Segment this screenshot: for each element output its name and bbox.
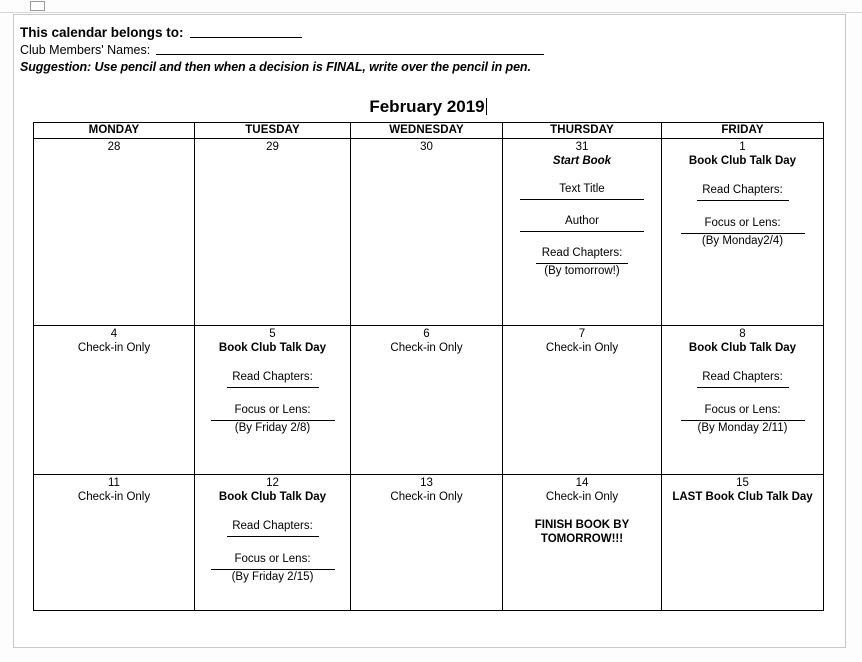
event-book-club-talk-day: Book Club Talk Day	[688, 155, 797, 167]
day-cell-15[interactable]	[662, 475, 824, 611]
due-note: (By Friday 2/15)	[231, 571, 314, 583]
day-header-thursday: THURSDAY	[503, 123, 662, 139]
spacer	[511, 168, 653, 182]
belongs-to-label: This calendar belongs to:	[20, 25, 184, 40]
calendar-table	[33, 122, 824, 611]
day-header-monday: MONDAY	[34, 123, 195, 139]
day-cell-31[interactable]	[503, 139, 662, 326]
document-header	[20, 24, 810, 74]
day-number: 30	[420, 141, 433, 153]
day-number: 14	[575, 477, 589, 489]
event-check-in-only: Check-in Only	[545, 342, 619, 354]
calendar-week-row	[34, 139, 824, 326]
day-cell-29[interactable]	[195, 139, 351, 326]
calendar-week-row	[34, 326, 824, 475]
spacer	[670, 388, 815, 403]
day-header-wednesday: WEDNESDAY	[351, 123, 503, 139]
due-note: (By Monday2/4)	[701, 235, 784, 247]
spacer	[511, 200, 653, 214]
day-number: 1	[739, 141, 746, 153]
due-note: (By Monday 2/11)	[697, 422, 788, 434]
day-cell-14[interactable]	[503, 475, 662, 611]
day-header-tuesday: TUESDAY	[195, 123, 351, 139]
event-book-club-talk-day: Book Club Talk Day	[218, 491, 327, 503]
spacer	[670, 201, 815, 216]
event-book-club-talk-day: Book Club Talk Day	[218, 342, 327, 354]
calendar-week-row	[34, 475, 824, 611]
field-label-focus-or-lens: Focus or Lens:	[704, 404, 781, 416]
day-number: 12	[266, 477, 279, 489]
day-cell-1[interactable]	[662, 139, 824, 326]
day-cell-8[interactable]	[662, 326, 824, 475]
spacer	[203, 355, 342, 370]
club-members-label: Club Members' Names:	[20, 43, 151, 58]
day-number: 4	[110, 328, 118, 340]
day-number: 7	[578, 328, 586, 340]
field-label-author: Author	[565, 215, 599, 227]
event-check-in-only: Check-in Only	[545, 491, 619, 503]
field-label-focus-or-lens: Focus or Lens:	[234, 404, 311, 416]
field-label-read-chapters: Read Chapters:	[702, 184, 783, 196]
event-check-in-only: Check-in Only	[390, 342, 463, 354]
event-finish-book-line1: FINISH BOOK BY	[534, 519, 630, 531]
day-cell-11[interactable]	[34, 475, 195, 611]
day-number: 13	[420, 477, 433, 489]
field-label-read-chapters: Read Chapters:	[541, 247, 623, 259]
club-members-blank-field[interactable]	[156, 54, 544, 55]
event-finish-book-line2: TOMORROW!!!	[540, 533, 624, 545]
due-note: (By Friday 2/8)	[234, 422, 311, 434]
spacer	[203, 537, 342, 552]
month-title-text: February 2019	[369, 97, 485, 116]
field-label-read-chapters: Read Chapters:	[702, 371, 783, 383]
day-number: 29	[266, 141, 279, 153]
day-cell-7[interactable]	[503, 326, 662, 475]
spacer	[203, 388, 342, 403]
event-check-in-only: Check-in Only	[77, 491, 151, 503]
field-label-read-chapters: Read Chapters:	[232, 520, 313, 532]
indent-marker-icon[interactable]	[30, 1, 45, 11]
spacer	[203, 504, 342, 519]
day-cell-6[interactable]	[351, 326, 503, 475]
event-start-book: Start Book	[552, 155, 612, 167]
spacer	[511, 232, 653, 246]
spacer	[670, 355, 815, 370]
day-number: 31	[575, 141, 589, 153]
due-note: (By tomorrow!)	[544, 265, 620, 277]
belongs-to-line	[20, 24, 810, 41]
belongs-to-blank-field[interactable]	[190, 37, 302, 38]
field-label-focus-or-lens: Focus or Lens:	[704, 217, 781, 229]
day-cell-30[interactable]	[351, 139, 503, 326]
spacer	[670, 168, 815, 183]
day-number: 11	[108, 477, 120, 489]
text-cursor	[486, 98, 487, 115]
event-last-book-club-talk-day: LAST Book Club Talk Day	[672, 491, 813, 503]
day-cell-5[interactable]	[195, 326, 351, 475]
day-number: 8	[739, 328, 746, 340]
ruler-strip	[0, 0, 862, 13]
spacer	[511, 504, 653, 518]
day-cell-28[interactable]	[34, 139, 195, 326]
day-cell-4[interactable]	[34, 326, 195, 475]
day-cell-13[interactable]	[351, 475, 503, 611]
day-header-friday: FRIDAY	[662, 123, 824, 139]
club-members-line	[20, 42, 810, 58]
field-label-focus-or-lens: Focus or Lens:	[234, 553, 311, 565]
day-cell-12[interactable]	[195, 475, 351, 611]
day-number: 5	[269, 328, 276, 340]
day-number: 15	[736, 477, 749, 489]
event-check-in-only: Check-in Only	[77, 342, 151, 354]
day-number: 28	[107, 141, 121, 153]
suggestion-text: Suggestion: Use pencil and then when a decision is FINAL, write over the pencil in pen.	[20, 60, 531, 75]
field-label-text-title: Text Title	[559, 183, 605, 195]
day-number: 6	[423, 328, 430, 340]
event-book-club-talk-day: Book Club Talk Day	[688, 342, 797, 354]
field-label-read-chapters: Read Chapters:	[232, 371, 313, 383]
calendar-header-row	[34, 123, 824, 139]
event-check-in-only: Check-in Only	[390, 491, 463, 503]
page-title[interactable]	[33, 97, 823, 117]
